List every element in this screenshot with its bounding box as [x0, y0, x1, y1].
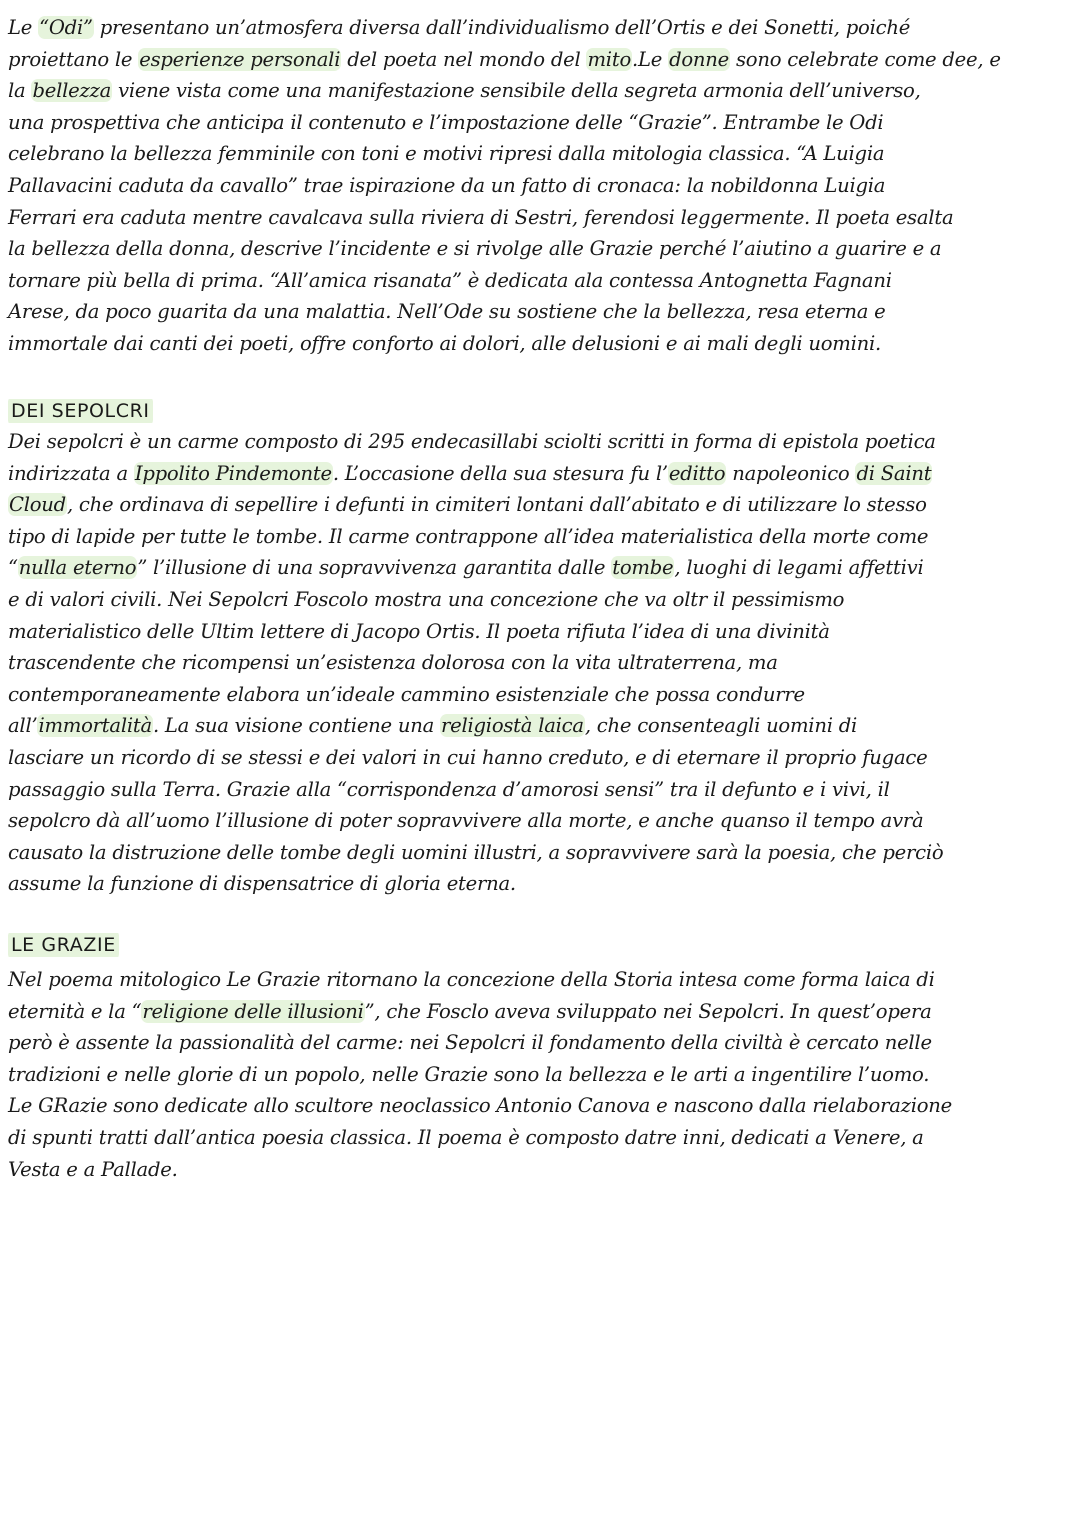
text-line: [8, 584, 1072, 616]
text-segment: materialistico delle Ultim lettere di Jacopo Ortis. Il poeta rifiuta l’idea di una divinità: [8, 619, 830, 643]
text-line: [8, 75, 1072, 107]
text-line: [8, 426, 1072, 458]
text-line: [8, 1154, 1072, 1186]
text-segment: presentano un’atmosfera diversa dall’individualismo dell’Ortis e dei Sonetti, poiché: [93, 16, 911, 39]
text-line: [8, 552, 1072, 584]
text-segment: . La sua visione contiene una: [152, 714, 441, 738]
text-segment: eternità e la “: [8, 999, 142, 1023]
text-line: [8, 774, 1072, 806]
text-segment: passaggio sulla Terra. Grazie alla “corrispondenza d’amorosi sensi” tra il defunto e i vivi, il: [8, 777, 890, 801]
text-line: [8, 44, 1072, 76]
text-line: [8, 1027, 1072, 1059]
text-line: [8, 1059, 1072, 1091]
text-line: [8, 458, 1072, 490]
odi-paragraph: [8, 12, 1072, 360]
text-line: [8, 233, 1072, 265]
text-line: [8, 868, 1072, 900]
text-segment: la: [8, 79, 32, 103]
sepolcri-heading-wrap: [8, 396, 1072, 426]
text-segment: la bellezza della donna, descrive l’incidente e si rivolge alle Grazie perché l’aiutino a guarire e a: [8, 237, 942, 261]
text-line: [8, 710, 1072, 742]
text-segment: e di valori civili. Nei Sepolcri Foscolo mostra una concezione che va oltr il pessimismo: [8, 587, 845, 611]
text-line: [8, 1090, 1072, 1122]
text-segment: di spunti tratti dall’antica poesia classica. Il poema è composto datre inni, dedicati a Venere, a: [8, 1125, 924, 1149]
section-heading-sepolcri: DEI SEPOLCRI: [8, 396, 153, 426]
text-segment: Dei sepolcri è un carme composto di 295 endecasillabi sciolti scritti in forma di epistola poetica: [8, 430, 936, 453]
text-line: [8, 265, 1072, 297]
text-segment: , luoghi di legami affettivi: [674, 556, 924, 580]
highlighted-term: tombe: [612, 556, 674, 580]
text-segment: Nel poema mitologico Le Grazie ritornano la concezione della Storia intesa come forma laica di: [8, 968, 935, 991]
text-segment: proiettano le: [8, 47, 139, 71]
text-line: [8, 837, 1072, 869]
text-line: [8, 138, 1072, 170]
text-segment: Le: [8, 16, 39, 39]
text-segment: trascendente che ricompensi un’esistenza dolorosa con la vita ultraterrena, ma: [8, 651, 778, 675]
section-heading-grazie: LE GRAZIE: [8, 930, 119, 960]
text-segment: .Le: [632, 47, 669, 71]
text-line: [8, 489, 1072, 521]
text-segment: “: [8, 556, 18, 580]
text-segment: all’: [8, 714, 38, 738]
text-segment: Arese, da poco guarita da una malattia. Nell’Ode su sostiene che la bellezza, resa eterna e: [8, 300, 886, 324]
text-segment: celebrano la bellezza femminile con toni e motivi ripresi dalla mitologia classica. “A Luigia: [8, 142, 885, 166]
text-line: [8, 521, 1072, 553]
text-segment: indirizzata a: [8, 461, 134, 485]
text-segment: immortale dai canti dei poeti, offre conforto ai dolori, alle delusioni e ai mali degli uomini.: [8, 331, 882, 355]
text-line: [8, 170, 1072, 202]
text-line: [8, 964, 1072, 996]
highlighted-term: immortalità: [38, 714, 152, 738]
text-segment: sepolcro dà all’uomo l’illusione di poter sopravvivere alla morte, e anche quanso il tempo avrà: [8, 809, 924, 833]
text-segment: causato la distruzione delle tombe degli uomini illustri, a sopravvivere sarà la poesia, che perciò: [8, 840, 944, 864]
highlighted-term: nulla eterno: [18, 556, 137, 580]
highlighted-term: religiostà laica: [441, 714, 584, 738]
text-line: [8, 202, 1072, 234]
highlighted-term: bellezza: [32, 79, 112, 103]
text-segment: contemporaneamente elabora un’ideale cammino esistenziale che possa condurre: [8, 682, 805, 706]
text-segment: napoleonico: [726, 461, 856, 485]
highlighted-term: Cloud: [9, 493, 66, 517]
text-segment: Pallavacini caduta da cavallo” trae ispirazione da un fatto di cronaca: la nobildonna Luigia: [8, 173, 886, 197]
text-segment: però è assente la passionalità del carme: nei Sepolcri il fondamento della civiltà è cercato nelle: [8, 1031, 932, 1055]
highlighted-term: di Saint: [856, 461, 932, 485]
text-segment: lasciare un ricordo di se stessi e dei valori in cui hanno creduto, e di eternare il proprio fugace: [8, 745, 928, 769]
text-segment: del poeta nel mondo del: [341, 47, 587, 71]
text-segment: Vesta e a Pallade.: [8, 1157, 178, 1181]
text-line: [8, 805, 1072, 837]
grazie-heading-wrap: [8, 930, 1072, 960]
highlighted-term: mito: [587, 47, 631, 71]
text-segment: tradizioni e nelle glorie di un popolo, nelle Grazie sono la bellezza e le arti a ingentilire l’uomo.: [8, 1062, 930, 1086]
text-line: [8, 107, 1072, 139]
highlighted-term: religione delle illusioni: [142, 999, 364, 1023]
highlighted-term: esperienze personali: [139, 47, 341, 71]
highlighted-term: Ippolito Pindemonte: [134, 461, 332, 485]
text-line: [8, 1122, 1072, 1154]
text-line: [8, 12, 1072, 44]
text-segment: sono celebrate come dee, e: [730, 47, 1001, 71]
text-line: [8, 296, 1072, 328]
highlighted-term: “Odi”: [39, 16, 93, 39]
sepolcri-paragraph: [8, 426, 1072, 900]
text-segment: Le GRazie sono dedicate allo scultore neoclassico Antonio Canova e nascono dalla rielaborazione: [8, 1094, 952, 1118]
text-segment: tipo di lapide per tutte le tombe. Il carme contrappone all’idea materialistica della morte come: [8, 524, 929, 548]
text-line: [8, 647, 1072, 679]
text-line: [8, 616, 1072, 648]
text-line: [8, 742, 1072, 774]
text-segment: . L’occasione della sua stesura fu l’: [332, 461, 668, 485]
text-segment: Ferrari era caduta mentre cavalcava sulla riviera di Sestri, ferendosi leggermente. Il poeta esalta: [8, 205, 954, 229]
text-segment: tornare più bella di prima. “All’amica risanata” è dedicata ala contessa Antognetta Fagnani: [8, 268, 892, 292]
text-line: [8, 328, 1072, 360]
text-segment: assume la funzione di dispensatrice di gloria eterna.: [8, 872, 516, 896]
text-segment: una prospettiva che anticipa il contenuto e l’impostazione delle “Grazie”. Entrambe le Odi: [8, 110, 884, 134]
grazie-paragraph: [8, 964, 1072, 1185]
highlighted-term: editto: [668, 461, 726, 485]
text-segment: viene vista come una manifestazione sensibile della segreta armonia dell’universo,: [112, 79, 921, 103]
text-segment: ” l’illusione di una sopravvivenza garantita dalle: [137, 556, 612, 580]
text-line: [8, 996, 1072, 1028]
highlighted-term: donne: [669, 47, 730, 71]
text-segment: , che ordinava di sepellire i defunti in cimiteri lontani dall’abitato e di utilizzare lo stesso: [66, 493, 927, 517]
text-line: [8, 679, 1072, 711]
text-segment: , che consenteagli uomini di: [584, 714, 858, 738]
text-segment: ”, che Fosclo aveva sviluppato nei Sepolcri. In quest’opera: [364, 999, 932, 1023]
